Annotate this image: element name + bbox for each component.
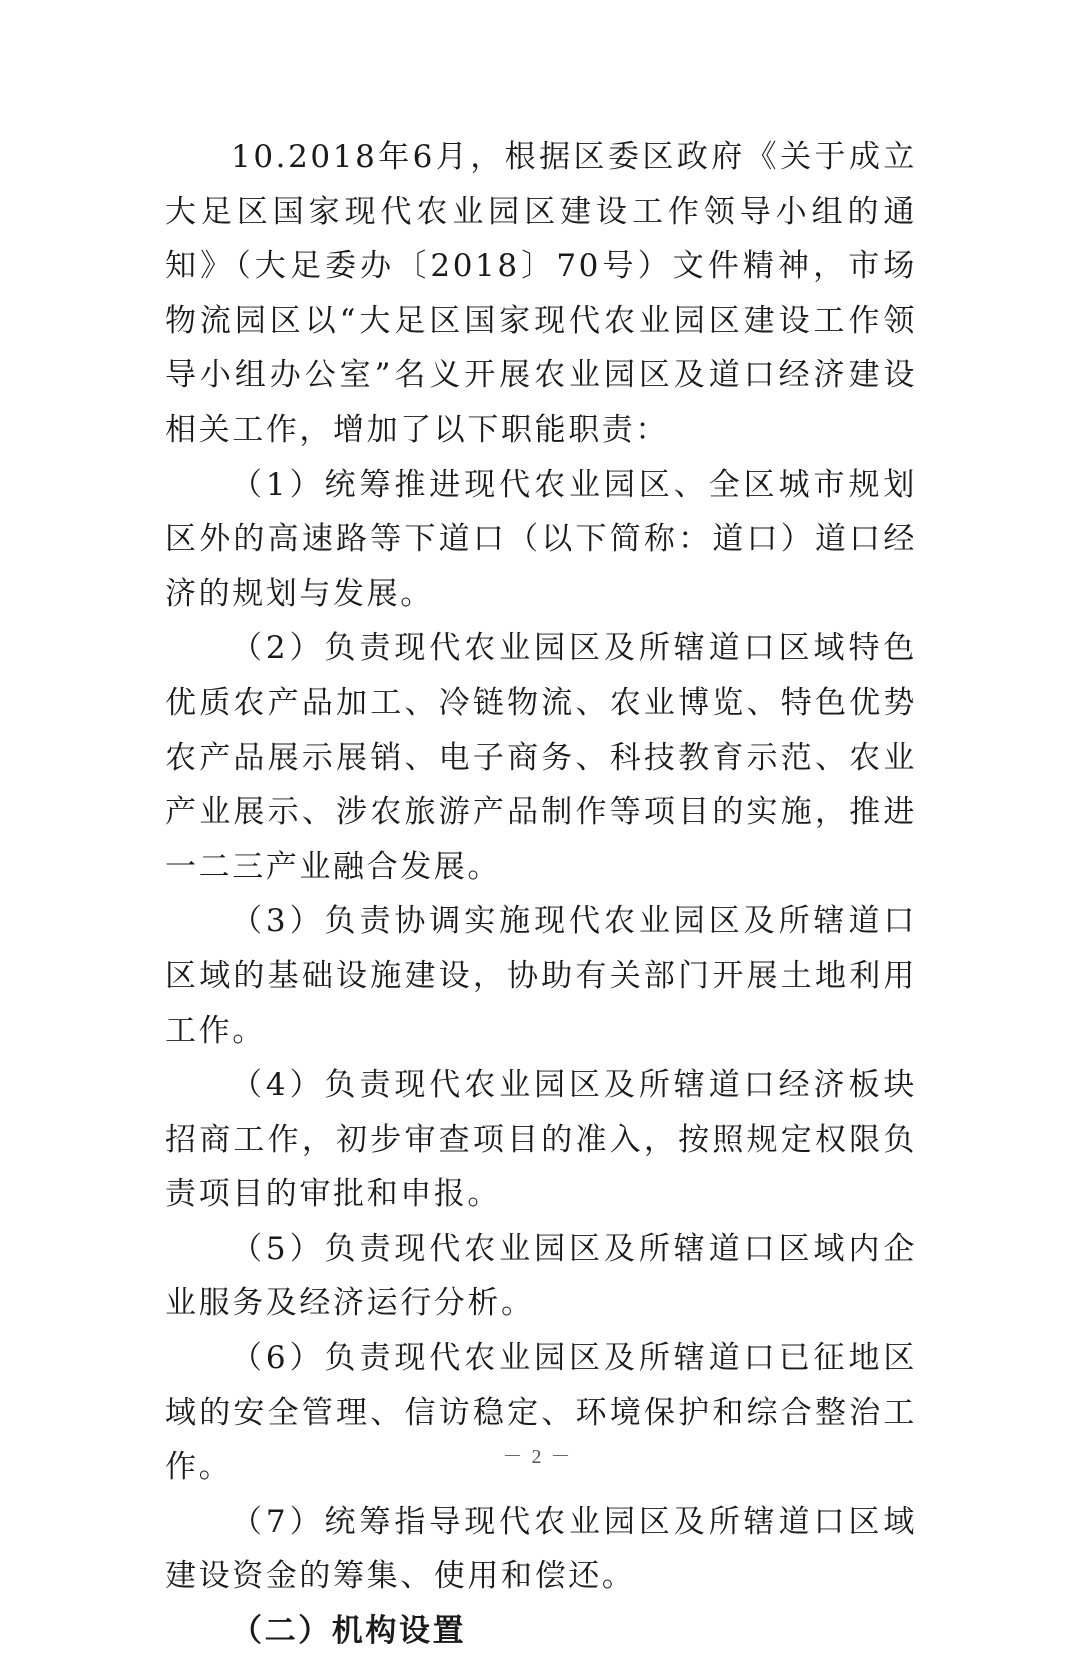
paragraph-intro: 10.2018年6月，根据区委区政府《关于成立大足区国家现代农业园区建设工作领导小组的通知》（大足委办〔2018〕70号）文件精神，市场物流园区以“大足区国家现代农业园区建设工作领导小组办公室”名义开展农业园区及道口经济建设相关工作，增加了以下职能职责： — [165, 139, 917, 448]
paragraph-item-2: （2）负责现代农业园区及所辖道口区域特色优质农产品加工、冷链物流、农业博览、特色优势农产品展示展销、电子商务、科技教育示范、农业产业展示、涉农旅游产品制作等项目的实施，推进一二三产业融合发展。 — [165, 630, 917, 885]
paragraph-item-7: （7）统筹指导现代农业园区及所辖道口区域建设资金的筹集、使用和偿还。 — [165, 1503, 917, 1595]
paragraph-item-6: （6）负责现代农业园区及所辖道口已征地区域的安全管理、信访稳定、环境保护和综合整治工作。 — [165, 1340, 917, 1486]
paragraph-item-5: （5）负责现代农业园区及所辖道口区域内企业服务及经济运行分析。 — [165, 1230, 917, 1322]
paragraph-item-4: （4）负责现代农业园区及所辖道口经济板块招商工作，初步审查项目的准入，按照规定权限负责项目的审批和申报。 — [165, 1067, 917, 1213]
page-number: － 2 － — [502, 1446, 573, 1468]
paragraph-item-3: （3）负责协调实施现代农业园区及所辖道口区域的基础设施建设，协助有关部门开展土地利用工作。 — [165, 903, 917, 1049]
body-text — [165, 130, 917, 1659]
section-heading: （二）机构设置 — [231, 1613, 467, 1650]
paragraph-item-1: （1）统筹推进现代农业园区、全区城市规划区外的高速路等下道口（以下简称：道口）道口经济的规划与发展。 — [165, 466, 917, 612]
